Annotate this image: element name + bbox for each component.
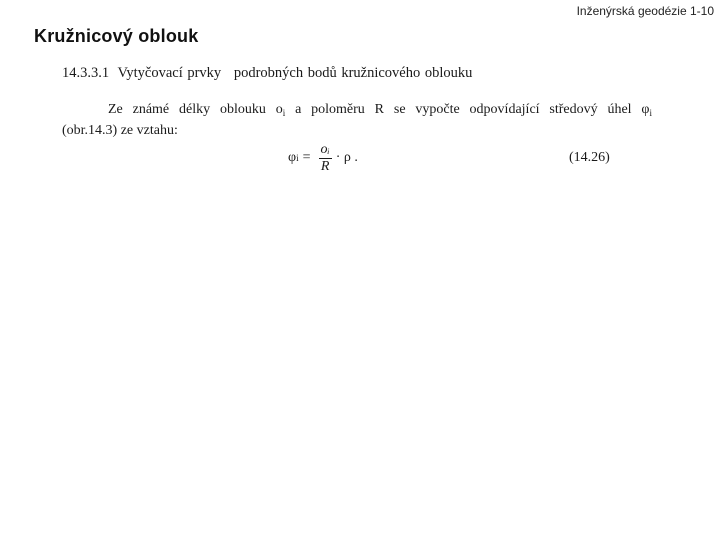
equation-row — [62, 141, 652, 177]
paragraph-text-1: Ze známé délky oblouku — [108, 102, 266, 117]
scanned-textbook-excerpt — [62, 64, 652, 177]
paragraph-text-3: se vypočte odpovídající středový úhel — [393, 102, 632, 117]
section-heading — [62, 64, 652, 82]
fraction-numerator: oᵢ — [320, 141, 330, 157]
angle-symbol: φ — [641, 102, 650, 117]
equation-equals: = — [302, 150, 311, 165]
paragraph-line-2: (obr.14.3) ze vztahu: — [62, 123, 178, 138]
section-number: 14.3.3.1 — [62, 65, 110, 81]
radius-symbol: R — [374, 102, 385, 117]
paragraph-line-1 — [62, 101, 652, 122]
slide-title: Kružnicový oblouk — [34, 26, 199, 46]
equation-number: (14.26) — [569, 150, 610, 165]
equation-lhs-subscript: i — [296, 153, 299, 163]
equation-fraction — [319, 143, 332, 174]
fraction-denominator: R — [320, 158, 330, 174]
paragraph — [62, 101, 652, 139]
angle-subscript: i — [649, 108, 653, 118]
section-heading-part-b: podrobných bodů kružnicového oblouku — [233, 65, 473, 81]
arc-length-subscript: i — [282, 108, 286, 118]
equation — [288, 141, 358, 175]
course-header: Inženýrská geodézie 1-10 — [576, 4, 714, 18]
paragraph-text-2: a poloměru — [295, 102, 365, 117]
arc-length-symbol: o — [275, 102, 283, 117]
section-heading-part-a: Vytyčovací prvky — [117, 65, 222, 81]
equation-lhs-phi: φ — [288, 150, 297, 165]
equation-rest: · ρ . — [335, 150, 358, 165]
